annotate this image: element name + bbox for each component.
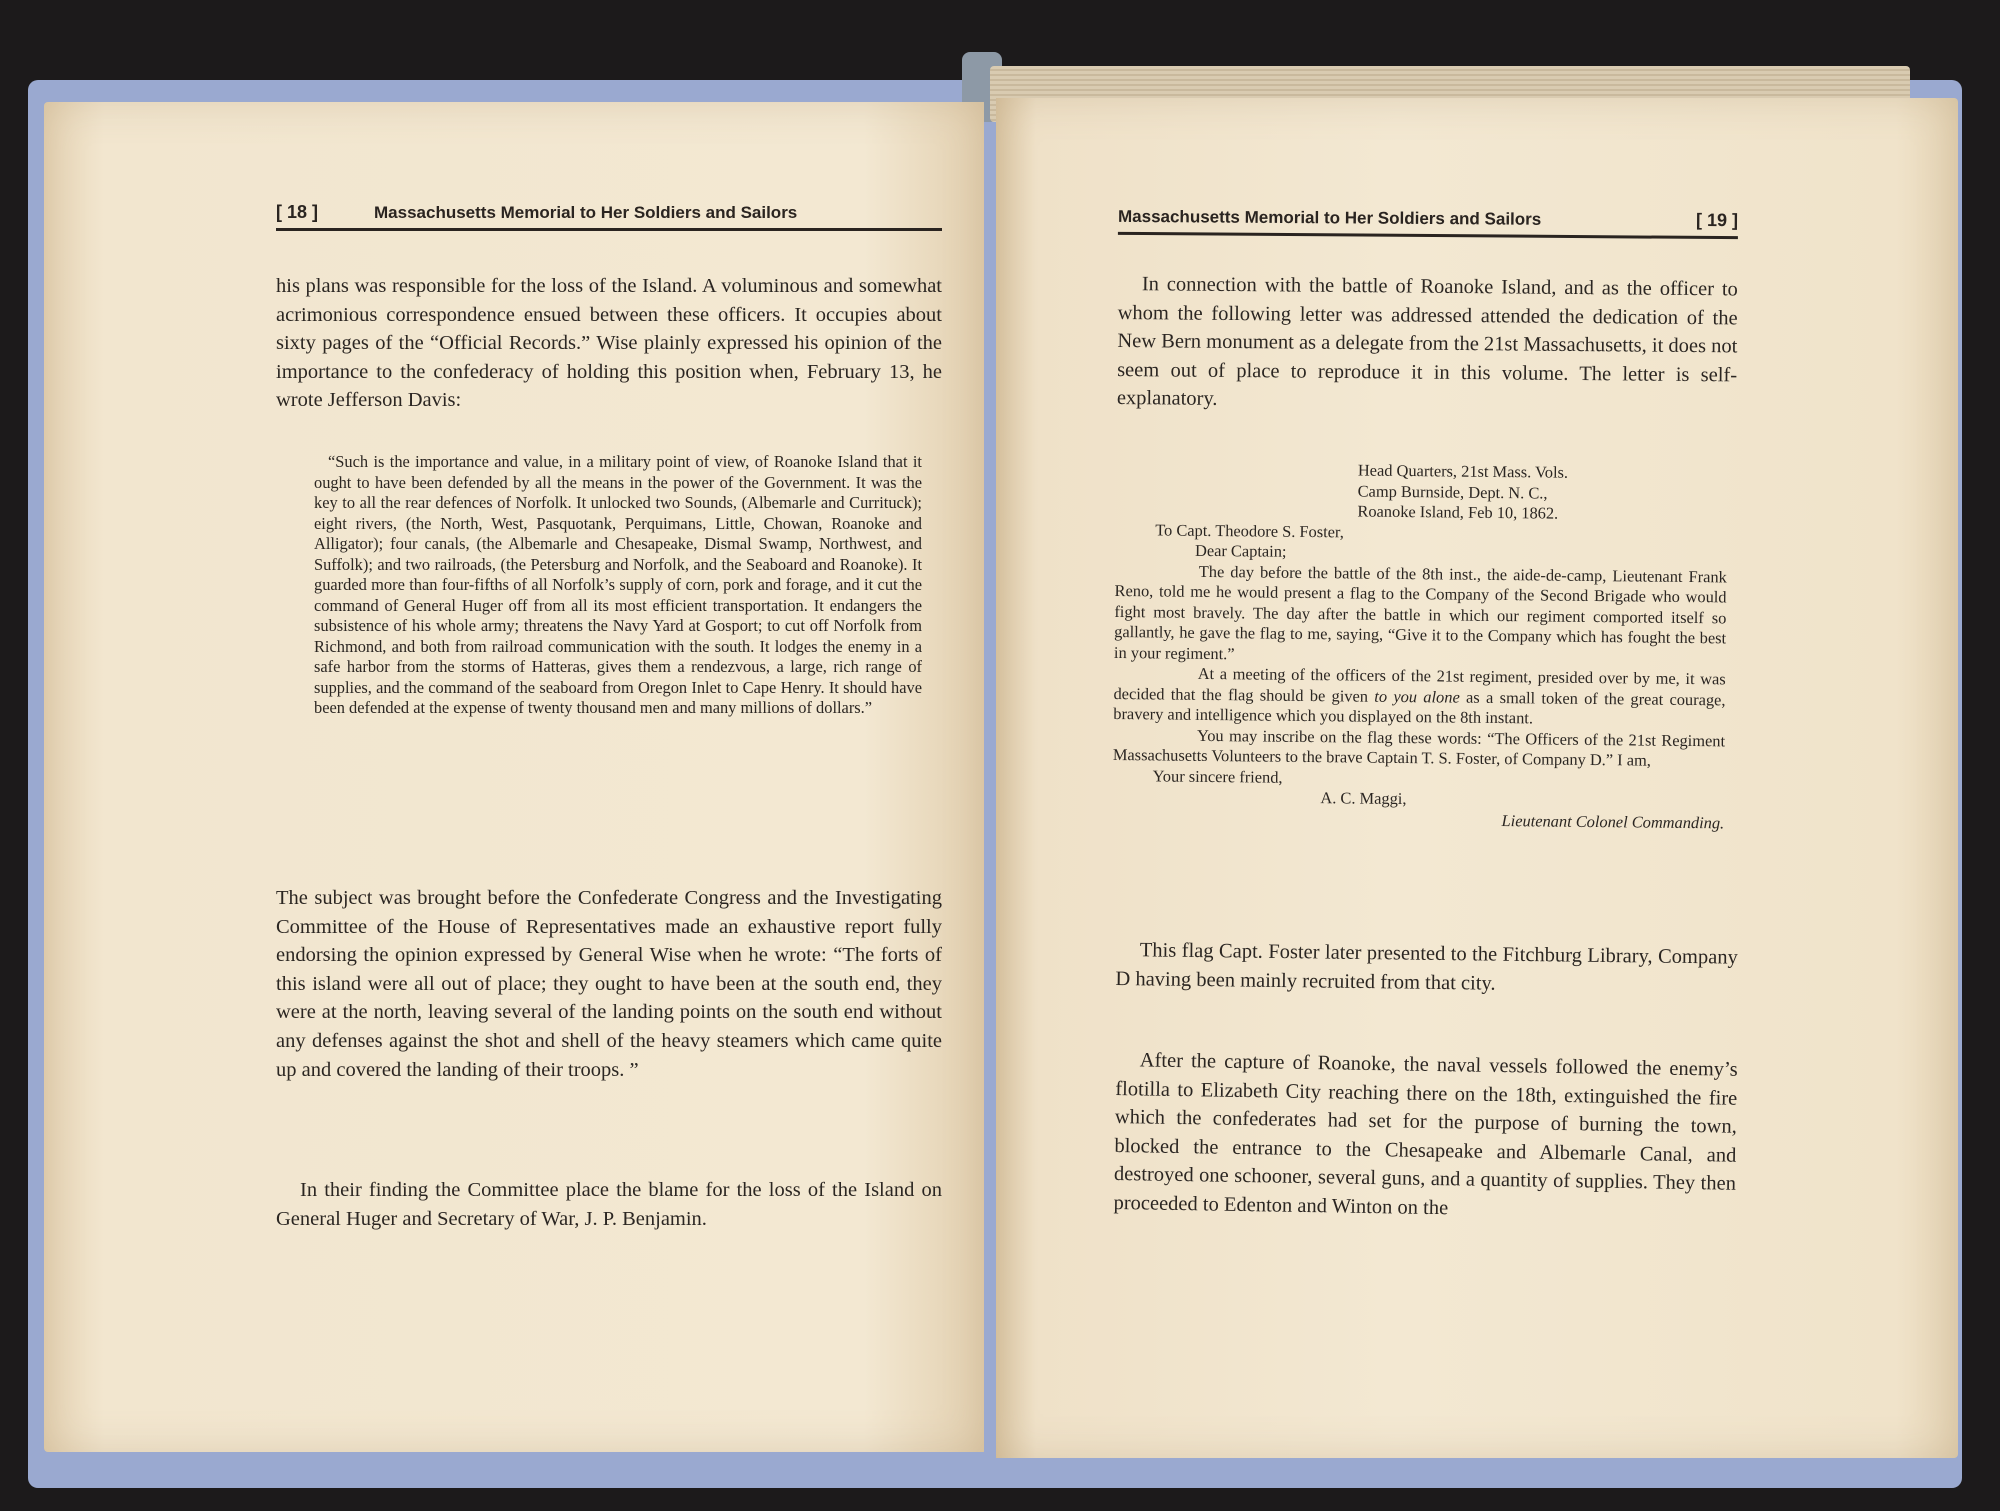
letter-heading-line: Head Quarters, 21st Mass. Vols. — [1357, 460, 1569, 482]
right-paragraph-2 — [1115, 936, 1738, 1001]
left-paragraph-1 — [276, 272, 942, 415]
quote-text: “Such is the importance and value, in a military point of view, of Roanoke Island that it ought to have been defended by all the means in the power of the Government. It was the key to all the rear defences of Norfolk. It unlocked two Sounds, (Albemarle and Currituck); eight rivers, (the North, West, Pasquotank, Perquimans, Little, Chowan, Roanoke and Alligator); four canals, (the Albemarle and Chesapeake, Dismal Swamp, Northwest, and Suffolk); and two railroads, (the Petersburg and Norfolk, and the Seaboard and Roanoke). It guarded more than four-fifths of all Norfolk’s supply of corn, pork and forage, and it cut the command of General Huger off from all its most efficient transportation. It endangers the subsistence of his whole army; threatens the Navy Yard at Gosport; to cut off Norfolk from Richmond, and both from railroad communication with the south. It lodges the enemy in a safe harbor from the storms of Hatteras, gives them a rendezvous, a large, rich range of supplies, and the command of the seaboard from Oregon Inlet to Cape Henry. It should have been defended at the expense of twenty thousand men and many millions of dollars.” — [314, 452, 922, 717]
right-page-number: [ 19 ] — [1695, 209, 1739, 231]
letter-heading-line: Camp Burnside, Dept. N. C., — [1357, 481, 1548, 503]
right-page-header — [1118, 206, 1738, 239]
letter-recipient: To Capt. Theodore S. Foster, — [1155, 519, 1344, 541]
letter-paragraph — [1113, 663, 1726, 731]
letter-paragraph: The day before the battle of the 8th inst., the aide-de-camp, Lieutenant Frank Reno, told me he would present a flag to the Company of the Second Brigade who would fight most bravely. The day after the battle in which our regiment comported itself so gallantly, he gave the flag to me, saying, “Give it to the Company which has fought the best in your regiment.” — [1113, 561, 1727, 663]
right-running-title: Massachusetts Memorial to Her Soldiers and Sailors — [1117, 206, 1542, 229]
left-page-number: [ 18 ] — [276, 202, 319, 222]
paragraph-text: his plans was responsible for the loss of the Island. A voluminous and somewhat acrimonious correspondence ensued between these officers. It occupies about sixty pages of the “Official Records.” Wise plainly expressed his opinion of the importance to the confederacy of holding this position when, February 13, he wrote Jefferson Davis: — [276, 275, 942, 412]
right-paragraph-3 — [1113, 1046, 1738, 1227]
paragraph-text: After the capture of Roanoke, the naval vessels followed the enemy’s flotilla to Elizabeth City reaching there on the 18th, extinguished the fire which the confederates had set for the purpose of burning the town, blocked the entrance to the Chesapeake and Albemarle Canal, and destroyed one schooner, several guns, and a quantity of supplies. They then proceeded to Edenton and Winton on the — [1113, 1049, 1738, 1220]
letter-salutation: Dear Captain; — [1194, 540, 1287, 561]
right-paragraph-1 — [1117, 270, 1738, 418]
paragraph-text: The subject was brought before the Confederate Congress and the Investigating Committee of the House of Representatives made an exhaustive report fully endorsing the opinion expressed by General Wise when he wrote: “The forts of this island were all out of place; they ought to have been at the south end, they were at the north, leaving several of the landing points on the south end without any defenses against the shot and shell of the heavy steamers which came quite up and covered the landing of their troops. ” — [276, 887, 942, 1081]
left-page — [44, 102, 984, 1452]
paragraph-text: This flag Capt. Foster later presented to the Fitchburg Library, Company D having been mainly recruited from that city. — [1115, 939, 1738, 995]
paragraph-text: In their finding the Committee place the blame for the loss of the Island on General Huger and Secretary of War, J. P. Benjamin. — [276, 1179, 942, 1230]
left-running-title: Massachusetts Memorial to Her Soldiers and Sailors — [374, 203, 798, 222]
letter-text: as a small token of the great courage, bravery and intelligence which you displayed on the 8th instant. — [1113, 687, 1726, 728]
paragraph-text: In connection with the battle of Roanoke Island, and as the officer to whom the following letter was addressed attended the dedication of the New Bern monument as a delegate from the 21st Massachusetts, it does not seem out of place to reproduce it in this volume. The letter is self-explanatory. — [1116, 273, 1738, 411]
letter-closing: Your sincere friend, — [1152, 765, 1283, 787]
letter-signature: A. C. Maggi, — [1320, 788, 1407, 809]
letter-emphasis: to you alone — [1374, 686, 1460, 707]
left-paragraph-2 — [276, 884, 942, 1084]
wise-quote — [314, 452, 922, 719]
letter-heading-line: Roanoke Island, Feb 10, 1862. — [1357, 501, 1559, 523]
letter-text: At a meeting of the officers of the 21st regiment, presided over by me, it was decided that the flag should be given — [1113, 663, 1726, 706]
letter-rank: Lieutenant Colonel Commanding. — [1501, 810, 1725, 832]
left-paragraph-3 — [276, 1176, 942, 1233]
left-page-header — [276, 202, 942, 231]
letter — [1112, 458, 1728, 833]
letter-paragraph: You may inscribe on the flag these words: “The Officers of the 21st Regiment Massachusetts Volunteers to the brave Captain T. S. Foster, of Company D.” I am, — [1112, 725, 1726, 770]
right-page — [996, 98, 1958, 1458]
